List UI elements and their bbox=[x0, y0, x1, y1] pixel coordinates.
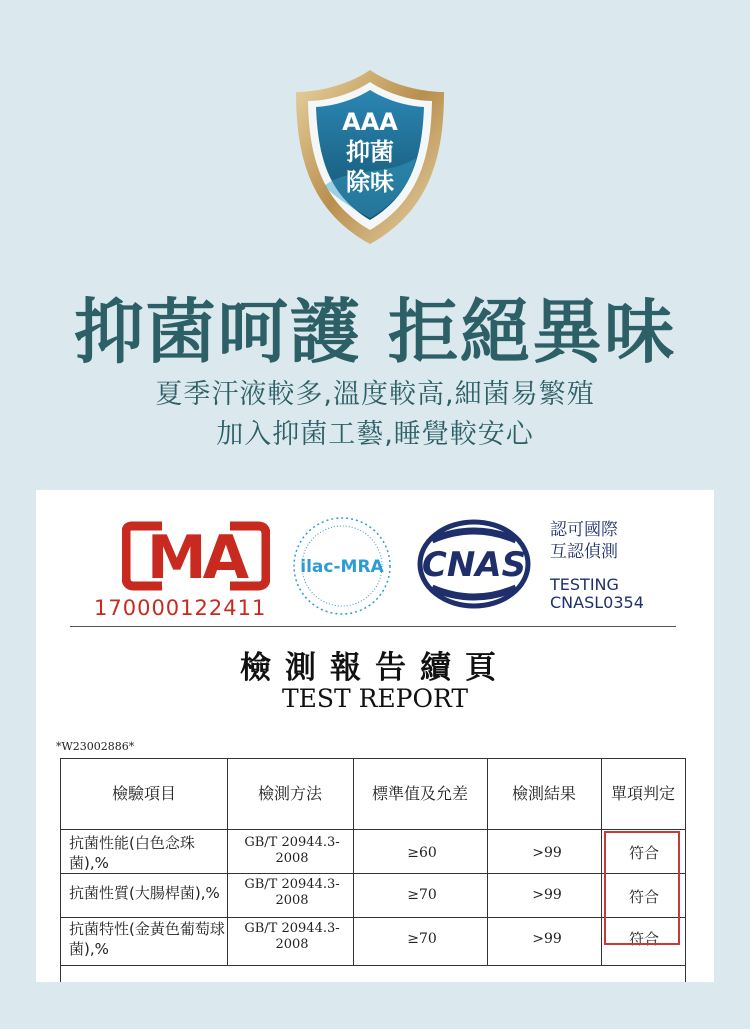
row-method-line-1: GB/T 20944.3- bbox=[244, 921, 340, 936]
badge-line-1: AAA bbox=[342, 108, 398, 136]
row-method-line-2: 2008 bbox=[275, 893, 309, 908]
cnas-info-line-4: CNASL0354 bbox=[550, 593, 644, 612]
row-standard: ≥60 bbox=[407, 845, 437, 861]
report-title-zh: 檢測報告續頁 bbox=[240, 650, 510, 686]
header-result: 檢測結果 bbox=[511, 784, 576, 803]
ilac-mra-logo bbox=[290, 514, 394, 618]
header-divider bbox=[70, 626, 676, 627]
row-item-line-2: 菌),% bbox=[69, 854, 109, 872]
cnas-info-line-1: 認可國際 bbox=[550, 520, 618, 540]
row-result: >99 bbox=[532, 887, 562, 903]
cma-logo-text: MA bbox=[146, 523, 246, 593]
row-method-line-1: GB/T 20944.3- bbox=[244, 835, 340, 850]
row-verdict: 符合 bbox=[628, 888, 659, 906]
cma-logo bbox=[122, 520, 270, 594]
report-code: *W23002886* bbox=[56, 740, 135, 753]
verdict-highlight-box bbox=[604, 831, 680, 945]
row-item-line-2: 菌),% bbox=[69, 940, 109, 958]
headline: 抑菌呵護 拒絕異味 bbox=[73, 291, 677, 373]
ilac-logo-text: ilac-MRA bbox=[300, 557, 384, 577]
row-item-line-1: 抗菌性能(白色念珠 bbox=[69, 834, 195, 852]
cma-number: 170000122411 bbox=[94, 596, 267, 620]
row-result: >99 bbox=[532, 931, 562, 947]
header-test-method: 檢測方法 bbox=[257, 784, 322, 803]
row-result: >99 bbox=[532, 845, 562, 861]
aaa-antibacterial-badge bbox=[290, 66, 450, 248]
report-title-en: TEST REPORT bbox=[281, 684, 469, 713]
row-method-line-2: 2008 bbox=[275, 937, 309, 952]
test-report bbox=[36, 490, 714, 982]
row-divider bbox=[61, 965, 685, 966]
badge-line-3: 除味 bbox=[346, 168, 394, 196]
cnas-logo bbox=[414, 518, 534, 610]
header-verdict: 單項判定 bbox=[610, 784, 675, 803]
ilac-seal-icon bbox=[290, 514, 394, 618]
header-standard: 標準值及允差 bbox=[371, 784, 468, 803]
row-verdict: 符合 bbox=[628, 930, 659, 948]
cnas-info-line-2: 互認偵測 bbox=[550, 542, 618, 562]
row-divider bbox=[61, 829, 685, 830]
row-standard: ≥70 bbox=[407, 931, 437, 947]
cnas-globe-icon bbox=[414, 518, 534, 610]
cnas-info-line-3: TESTING bbox=[550, 575, 619, 594]
test-results-table bbox=[60, 758, 686, 982]
badge-line-2: 抑菌 bbox=[346, 138, 394, 166]
row-divider bbox=[61, 917, 685, 918]
header-test-item: 檢驗項目 bbox=[111, 784, 176, 803]
cma-mark-icon bbox=[122, 520, 270, 594]
cnas-logo-text: CNAS bbox=[421, 545, 527, 585]
subtitle-line-2: 加入抑菌工藝,睡覺較安心 bbox=[216, 419, 534, 450]
row-method-line-2: 2008 bbox=[275, 851, 309, 866]
row-item-line-1: 抗菌特性(金黃色葡萄球 bbox=[69, 920, 225, 938]
row-divider bbox=[61, 873, 685, 874]
row-item-line-1: 抗菌性質(大腸桿菌),% bbox=[69, 884, 220, 902]
subtitle-line-1: 夏季汗液較多,溫度較高,細菌易繁殖 bbox=[155, 379, 595, 410]
row-method-line-1: GB/T 20944.3- bbox=[244, 877, 340, 892]
row-verdict: 符合 bbox=[628, 844, 659, 862]
row-standard: ≥70 bbox=[407, 887, 437, 903]
